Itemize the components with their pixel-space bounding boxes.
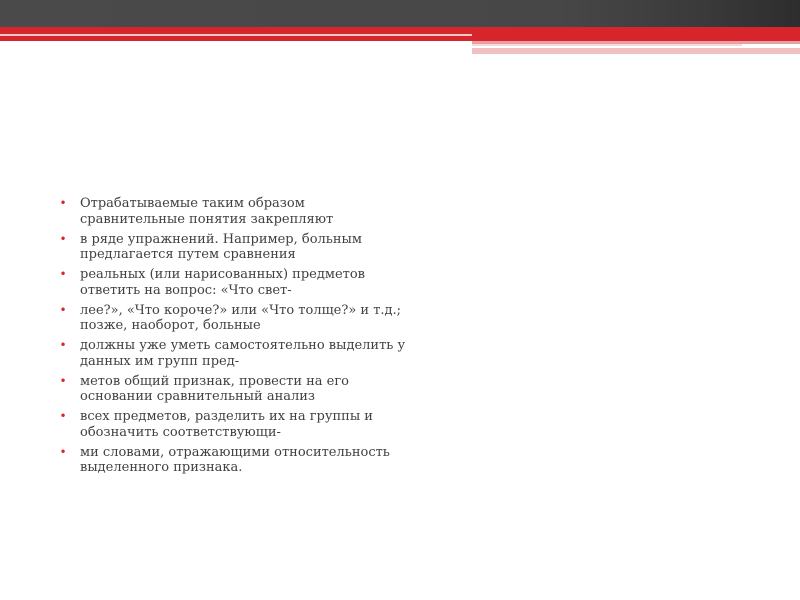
list-item-text: ми словами, отражающими относительность выделенного признака.: [80, 444, 390, 475]
list-item: [56, 232, 406, 263]
list-item: [56, 409, 406, 440]
list-item: [56, 267, 406, 298]
list-item-text: всех предметов, разделить их на группы и обозначить соответствующи-: [80, 409, 373, 440]
accent-stripe-2: [472, 44, 742, 46]
accent-line: [0, 34, 472, 36]
list-item: [56, 445, 406, 476]
bullet-icon: •: [59, 302, 67, 317]
bullet-icon: •: [59, 267, 67, 281]
list-item-text: лее?», «Что короче?» или «Что толще?» и т.д.; позже, наоборот, больные: [80, 302, 402, 333]
bullet-icon: •: [59, 231, 67, 246]
list-item: [56, 338, 406, 369]
list-item: [56, 196, 406, 227]
bullet-icon: •: [59, 409, 67, 423]
bullet-icon: •: [59, 373, 67, 388]
bullet-icon: •: [59, 444, 67, 459]
bullet-icon: •: [59, 196, 67, 210]
list-item: [56, 303, 406, 334]
list-item: [56, 374, 406, 405]
list-item-text: метов общий признак, провести на его основании сравнительный анализ: [80, 373, 349, 404]
bullet-list: [56, 196, 406, 476]
list-item-text: должны уже уметь самостоятельно выделить у данных им групп пред-: [80, 338, 406, 369]
accent-stripe-3: [472, 48, 800, 54]
header-bar: [0, 0, 800, 27]
list-item-text: Отрабатываемые таким образом сравнительные понятия закрепляют: [80, 196, 334, 227]
slide-content: [56, 196, 406, 480]
list-item-text: реальных (или нарисованных) предметов ответить на вопрос: «Что свет-: [80, 267, 365, 298]
bullet-icon: •: [59, 338, 67, 352]
list-item-text: в ряде упражнений. Например, больным предлагается путем сравнения: [80, 231, 363, 262]
